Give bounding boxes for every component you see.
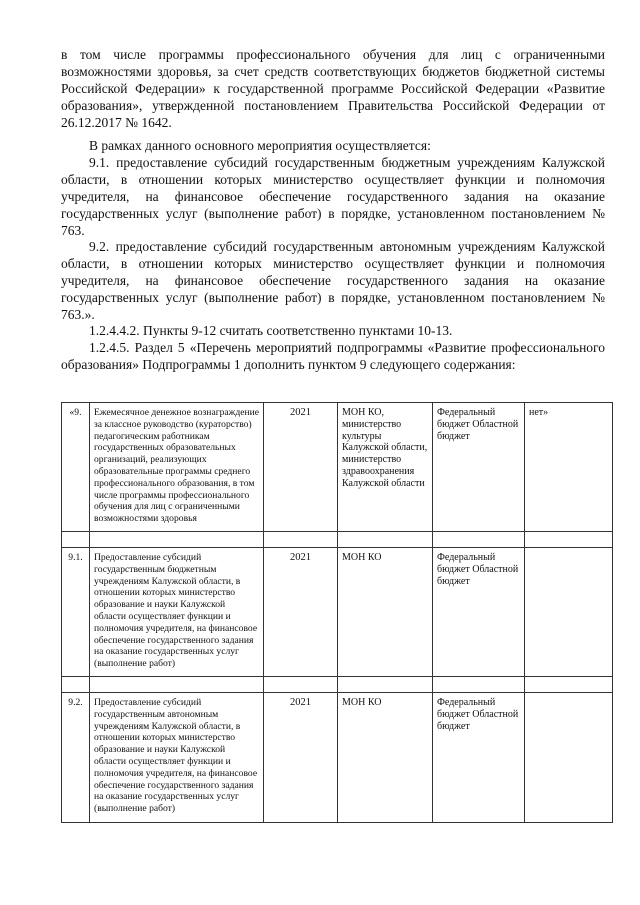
row-number: 9.1. xyxy=(62,547,90,676)
amount-cell xyxy=(525,547,613,676)
year-cell: 2021 xyxy=(264,547,338,676)
funding-source-cell: Федеральный бюджет Областной бюджет xyxy=(433,692,525,822)
table-gap xyxy=(62,676,613,692)
executor-cell: МОН КО xyxy=(338,692,433,822)
table-row xyxy=(62,692,613,822)
paragraph-item-9-1: 9.1. предоставление субсидий государственным бюджетным учреждениям Калужской области, в отношении которых министерство осуществляет функции и полномочия учредителя, на финансовое обеспечение государственного задания на оказание государственных услуг (выполнение работ) в порядке, установленном постановлением № 763. xyxy=(61,155,605,238)
year-cell: 2021 xyxy=(264,692,338,822)
executor-cell: МОН КО, министерство культуры Калужской области, министерство здравоохранения Калужской области xyxy=(338,403,433,532)
activity-name: Ежемесячное денежное вознаграждение за классное руководство (кураторство) педагогическим работникам государственных образовательных организаций, реализующих образовательные программы среднего профессионального образования, в том числе программы профессионального обучения для лиц с ограниченными возможностями здоровья xyxy=(90,403,264,532)
table-gap xyxy=(62,531,613,547)
amount-cell xyxy=(525,692,613,822)
funding-source-cell: Федеральный бюджет Областной бюджет xyxy=(433,547,525,676)
table-row xyxy=(62,403,613,532)
funding-source-cell: Федеральный бюджет Областной бюджет xyxy=(433,403,525,532)
paragraph-section-5: 1.2.4.5. Раздел 5 «Перечень мероприятий подпрограммы «Развитие профессионального образования» Подпрограммы 1 дополнить пунктом 9 следующего содержания: xyxy=(61,340,605,372)
amount-cell: нет» xyxy=(525,403,613,532)
activity-name: Предоставление субсидий государственным бюджетным учреждениям Калужской области, в отношении которых министерство образование и науки Калужской области осуществляет функции и полномочия учредителя, на финансовое обеспечение государственного задания на оказание государственных услуг (выполнение работ) xyxy=(90,547,264,676)
row-number: 9.2. xyxy=(62,692,90,822)
activities-table xyxy=(61,402,613,823)
paragraph-intro: В рамках данного основного мероприятия осуществляется: xyxy=(89,138,431,153)
activity-name: Предоставление субсидий государственным автономным учреждениям Калужской области, в отношении которых министерство образование и науки Калужской области осуществляет функции и полномочия учредителя, на финансовое обеспечение государственного задания на оказание государственных услуг (выполнение работ) xyxy=(90,692,264,822)
paragraph-continuation: в том числе программы профессионального обучения для лиц с ограниченными возможностями здоровья, за счет средств соответствующих бюджетов бюджетной системы Российской Федерации» к государственной программе Российской Федерации «Развитие образования», утвержденной постановлением Правительства Российской Федерации от 26.12.2017 № 1642. xyxy=(61,47,605,130)
table-row xyxy=(62,547,613,676)
paragraph-renumber: 1.2.4.4.2. Пункты 9-12 считать соответственно пунктами 10-13. xyxy=(89,323,453,338)
paragraph-item-9-2: 9.2. предоставление субсидий государственным автономным учреждениям Калужской области, в отношении которых министерство осуществляет функции и полномочия учредителя, на финансовое обеспечение государственного задания на оказание государственных услуг (выполнение работ) в порядке, установленном постановлением № 763.». xyxy=(61,239,605,322)
executor-cell: МОН КО xyxy=(338,547,433,676)
row-number: «9. xyxy=(62,403,90,532)
year-cell: 2021 xyxy=(264,403,338,532)
